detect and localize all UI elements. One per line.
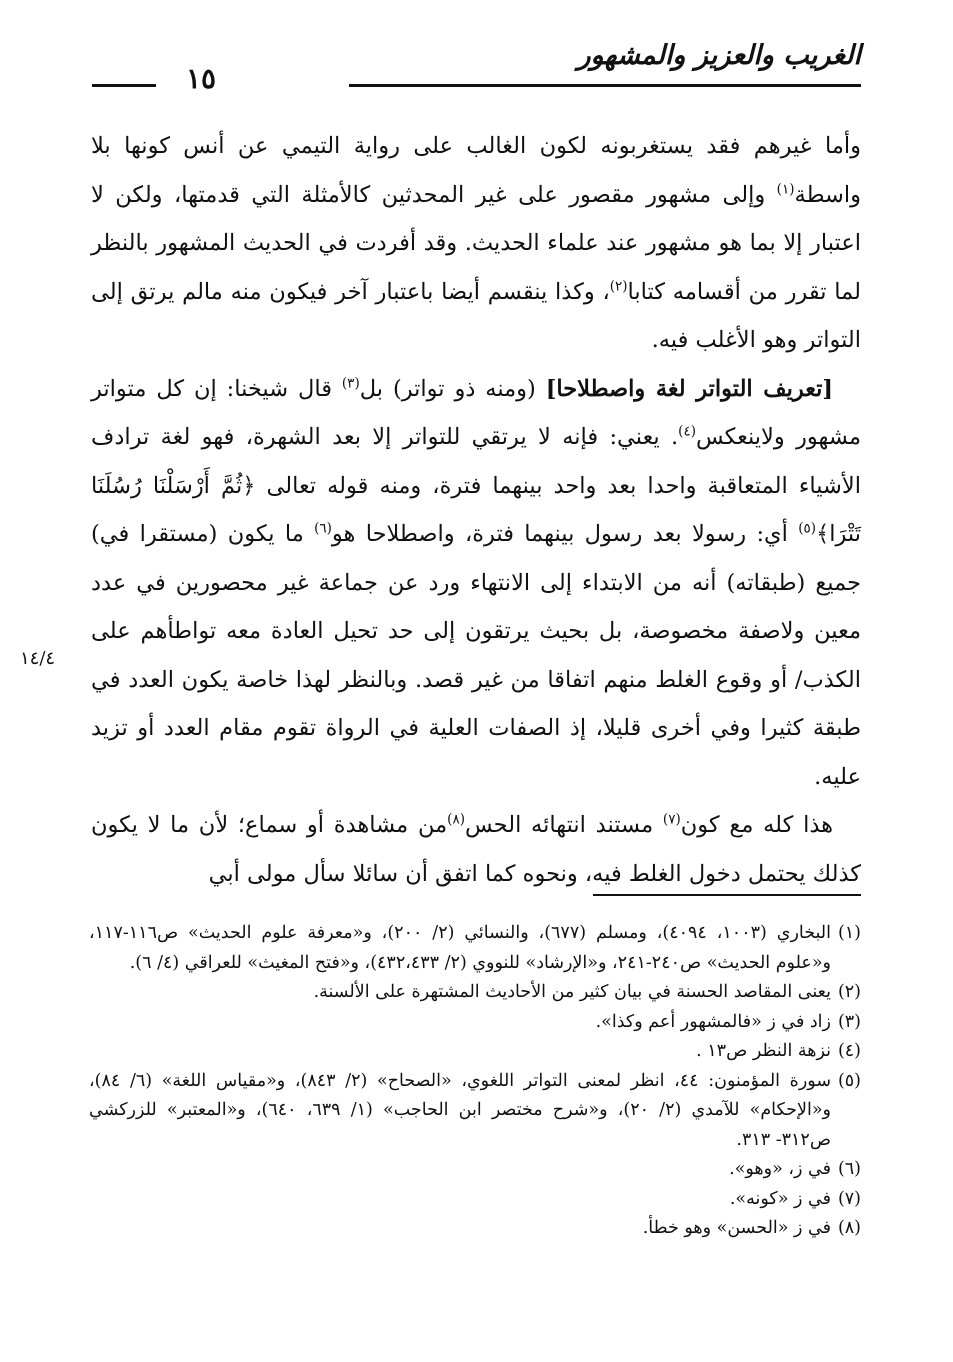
footnote-number: (٥) [837, 1070, 861, 1091]
text: قال شيخنا: إن كل متواتر مشهور ولاينعكس [91, 375, 861, 450]
footnote-1 [89, 919, 861, 978]
footnote-text: نزهة النظر ص١٣ . [696, 1041, 831, 1061]
main-text [91, 122, 861, 898]
footnote-text: في ز «الحسن» وهو خطأ. [642, 1218, 831, 1238]
text: مستند انتهائه الحس [465, 812, 663, 838]
footnote-ref-1[interactable]: (١) [776, 181, 795, 197]
text: من مشاهدة أو سماع؛ لأن ما لا يكون كذلك يحتمل دخول الغلط فيه، ونحوه كما اتفق أن سائلا سأل مولى أبي [91, 812, 861, 887]
header-rule-left [92, 84, 156, 87]
text: وأما غيرهم فقد يستغربونه لكون الغالب على رواية التيمي عن أنس كونها بلا واسطة [91, 133, 861, 208]
footnote-text: زاد في ز «فالمشهور أعم وكذا». [595, 1011, 831, 1032]
footnote-8 [89, 1214, 861, 1244]
footnote-number: (١) [837, 923, 861, 943]
footnote-separator [593, 894, 861, 896]
text: . يعني: فإنه لا يرتقي للتواتر إلا بعد الشهرة، فهو لغة ترادف الأشياء المتعاقبة واحدا بعد واحد بينهما فترة، ومنه قوله تعالى ﴿ثُمَّ أَرْسَلْنَا رُسُلَنَا تَتْرَا﴾ [91, 424, 861, 547]
footnote-number: (٨) [837, 1218, 861, 1238]
footnote-7 [89, 1185, 861, 1215]
footnote-number: (٣) [837, 1011, 861, 1032]
footnote-ref-6[interactable]: (٦) [314, 520, 332, 537]
footnote-2 [89, 978, 861, 1008]
text: (ومنه ذو تواتر) بل [359, 375, 546, 402]
text: أي: رسولا بعد رسول بينهما فترة، واصطلاحا هو [331, 521, 799, 547]
section-heading: [تعريف التواتر لغة واصطلاحا] [545, 375, 834, 402]
margin-note: ١٤/٤ [20, 648, 56, 669]
footnotes [89, 919, 861, 1244]
running-header [92, 40, 861, 96]
footnote-ref-2[interactable]: (٢) [609, 278, 628, 294]
footnote-ref-3[interactable]: (٣) [341, 375, 360, 391]
footnote-number: (٢) [837, 982, 861, 1002]
paragraph-1 [91, 122, 861, 365]
footnote-ref-5[interactable]: (٥) [798, 520, 817, 537]
footnote-text: في ز، «وهو». [729, 1159, 831, 1179]
footnote-text: البخاري (١٠٠٣، ٤٠٩٤)، ومسلم (٦٧٧)، والنسائي (٢/ ٢٠٠)، و«معرفة علوم الحديث» ص١١٦-١١٧، و«علوم الحديث» ص٢٤٠-٢٤١، و«الإرشاد» للنووي (٢/ ٤٣٢،٤٣٣)، و«فتح المغيث» للعراقي (٤/ ٦). [89, 923, 831, 973]
text: هذا كله مع كون [680, 812, 834, 838]
footnote-3 [89, 1008, 861, 1038]
text: وإلى مشهور مقصور على غير المحدثين كالأمثلة التي قدمتها، ولكن لا اعتبار إلا بما هو مشهور عند علماء الحديث. وقد أفردت في الحديث المشهور بالنظر لما تقرر من أقسامه كتابا [91, 181, 861, 305]
header-rule-right [349, 84, 861, 87]
footnote-number: (٤) [837, 1041, 861, 1061]
footnote-4 [89, 1037, 861, 1067]
footnote-text: سورة المؤمنون: ٤٤، انظر لمعنى التواتر اللغوي، «الصحاح» (٢/ ٨٤٣)، و«مقياس اللغة» (٦/ ٨٤)، و«الإحكام» للآمدي (٢/ ٢٠)، و«شرح مختصر ابن الحاجب» (١/ ٦٣٩، ٦٤٠)، و«المعتبر» للزركشي ص٣١٢- ٣١٣. [89, 1070, 831, 1150]
footnote-number: (٦) [837, 1159, 861, 1179]
footnote-ref-4[interactable]: (٤) [678, 423, 696, 440]
paragraph-2 [91, 365, 861, 802]
paragraph-3 [91, 801, 861, 898]
footnote-ref-7[interactable]: (٧) [662, 811, 681, 828]
page-number: ١٥ [186, 62, 217, 95]
footnote-text: يعنى المقاصد الحسنة في بيان كثير من الأحاديث المشتهرة على الألسنة. [313, 982, 831, 1002]
footnote-text: في ز «كونه». [729, 1188, 831, 1209]
footnote-number: (٧) [837, 1188, 861, 1209]
footnote-5 [89, 1067, 861, 1156]
text: ما يكون (مستقرا في) جميع (طبقاته) أنه من الابتداء إلى الانتهاء ورد عن جماعة غير محصورين في عدد معين ولاصفة مخصوصة، بل بحيث يرتقون إلى حد تحيل العادة معه تواطأهم على الكذب/ أو وقوع الغلط منهم اتفاقا من غير قصد. وبالنظر لهذا خاصة يكون العدد في طبقة كثيرا وفي أخرى قليلا، إذ الصفات العلية في الرواة تقوم مقام العدد أو تزيد عليه. [91, 521, 861, 790]
footnote-ref-8[interactable]: (٨) [447, 811, 465, 828]
footnote-6 [89, 1155, 861, 1185]
header-title: الغريب والعزيز والمشهور [577, 40, 861, 71]
text: ، وكذا ينقسم أيضا باعتبار آخر فيكون منه مالم يرتق إلى التواتر وهو الأغلب فيه. [91, 278, 861, 353]
